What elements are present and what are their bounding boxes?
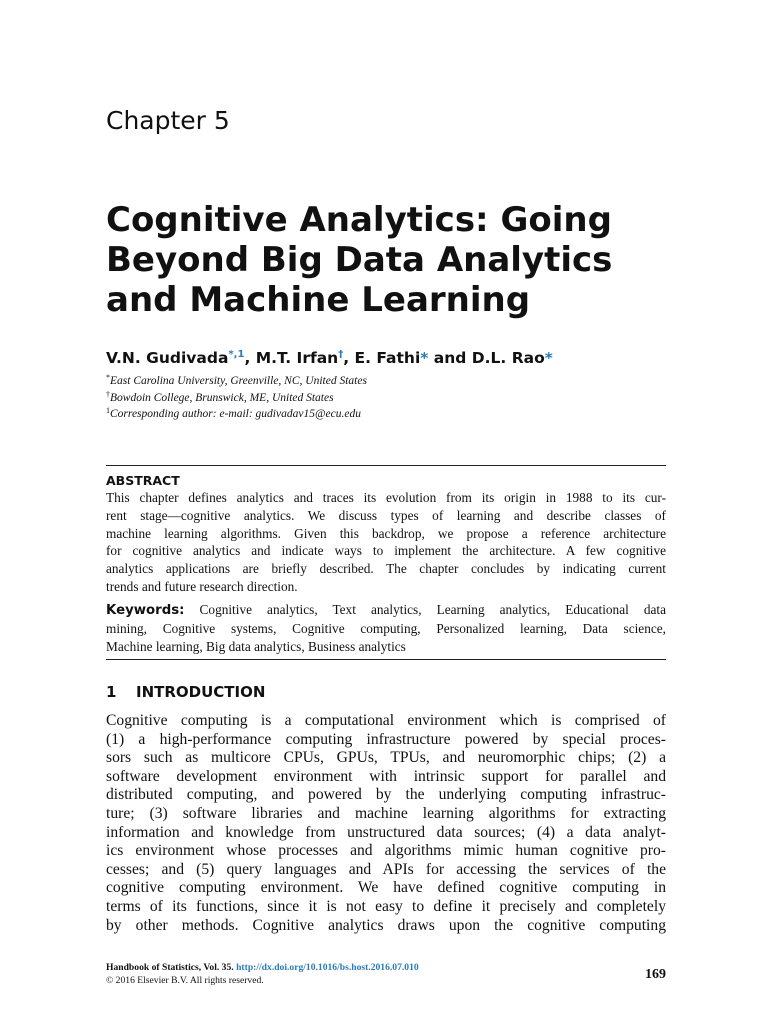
intro-line: (1) a high-performance computing infrastructure powered by special proces-	[106, 730, 666, 748]
intro-line: cognitive computing environment. We have defined cognitive computing in	[106, 879, 666, 897]
author-name: V.N. Gudivada	[106, 349, 229, 367]
intro-line: terms of its functions, since it is not easy to define it precisely and completely	[106, 897, 666, 915]
intro-line: Cognitive computing is a computational environment which is comprised of	[106, 712, 666, 729]
doi-link[interactable]: http://dx.doi.org/10.1016/bs.host.2016.07.010	[236, 962, 419, 973]
intro-line: information and knowledge from unstructured data sources; (4) a data analyt-	[106, 823, 666, 841]
author-mark[interactable]: *,1	[228, 349, 245, 360]
chapter-title	[106, 200, 666, 320]
keywords-label: Keywords:	[106, 603, 185, 618]
affiliation-text: Corresponding author: e-mail: gudivadav15@ecu.edu	[110, 408, 361, 420]
footer-copyright: © 2016 Elsevier B.V. All rights reserved.	[106, 975, 264, 986]
intro-line: ics environment whose processes and algorithms mimic human cognitive pro-	[106, 842, 666, 860]
author-mark[interactable]: †	[338, 349, 344, 360]
abstract-heading: ABSTRACT	[106, 473, 180, 488]
author-name: E. Fathi	[354, 349, 421, 367]
author-mark[interactable]: *	[420, 349, 429, 367]
author-mark[interactable]: *	[544, 349, 553, 367]
intro-line: cesses; and (5) query languages and APIs for accessing the services of the	[106, 860, 666, 878]
abstract-top-rule	[106, 465, 666, 466]
abstract-bottom-rule	[106, 659, 666, 660]
author-conjunction: and	[433, 349, 467, 367]
abstract-body	[106, 489, 666, 596]
author-name: D.L. Rao	[471, 349, 545, 367]
title-line: Beyond Big Data Analytics	[106, 240, 613, 280]
abstract-line: rent stage—cognitive analytics. We discuss types of learning and describe classes of	[106, 507, 666, 523]
affiliation-line	[106, 406, 367, 423]
affiliation-text: East Carolina University, Greenville, NC, United States	[110, 375, 367, 387]
affiliation-mark: 1	[106, 406, 110, 415]
affiliation-line	[106, 373, 367, 390]
chapter-label: Chapter 5	[106, 106, 230, 135]
title-line: and Machine Learning	[106, 280, 531, 320]
footer-citation	[106, 961, 419, 987]
section-heading	[106, 683, 265, 701]
keywords	[106, 601, 666, 655]
keywords-line: mining, Cognitive systems, Cognitive computing, Personalized learning, Data science,	[106, 620, 666, 636]
author-name: M.T. Irfan	[255, 349, 339, 367]
affiliation-mark: *	[106, 373, 110, 382]
author-list: V.N. Gudivada$^{*,1}$, M.T. Irfan†, E. Fathi* and D.L. Rao*	[106, 349, 553, 367]
intro-line: sors such as multicore CPUs, GPUs, TPUs, and neuromorphic chips; (2) a	[106, 749, 666, 767]
abstract-line: machine learning algorithms. Given this backdrop, we propose a reference architecture	[106, 525, 666, 541]
keywords-text: Cognitive analytics, Text analytics, Learning analytics, Educational data	[199, 602, 666, 617]
abstract-line: analytics applications are briefly described. The chapter concludes by indicating current	[106, 561, 666, 577]
intro-line: ture; (3) software libraries and machine learning algorithms for extracting	[106, 804, 666, 822]
affiliation-text: Bowdoin College, Brunswick, ME, United States	[110, 391, 334, 404]
footer-line	[106, 961, 419, 974]
intro-line: by other methods. Cognitive analytics draws upon the cognitive computing	[106, 916, 666, 934]
abstract-line: This chapter defines analytics and traces its evolution from its origin in 1988 to its cur-	[106, 490, 666, 505]
intro-line: software development environment with intrinsic support for parallel and	[106, 767, 666, 785]
keywords-line: Machine learning, Big data analytics, Business analytics	[106, 638, 406, 654]
keywords-line	[106, 601, 666, 620]
intro-line: distributed computing, and powered by the underlying computing infrastruc-	[106, 786, 666, 804]
intro-body	[106, 712, 666, 935]
affiliations	[106, 373, 367, 423]
abstract-line: trends and future research direction.	[106, 578, 298, 594]
section-title: INTRODUCTION	[136, 683, 266, 701]
affiliation-line	[106, 390, 367, 407]
abstract-line: for cognitive analytics and indicate ways to implement the architecture. A few cognitive	[106, 543, 666, 559]
page-number: 169	[645, 967, 666, 982]
affiliation-mark: †	[106, 389, 110, 399]
footer-book: Handbook of Statistics, Vol. 35.	[106, 962, 234, 973]
section-number: 1	[106, 683, 117, 701]
title-line: Cognitive Analytics: Going	[106, 200, 612, 240]
